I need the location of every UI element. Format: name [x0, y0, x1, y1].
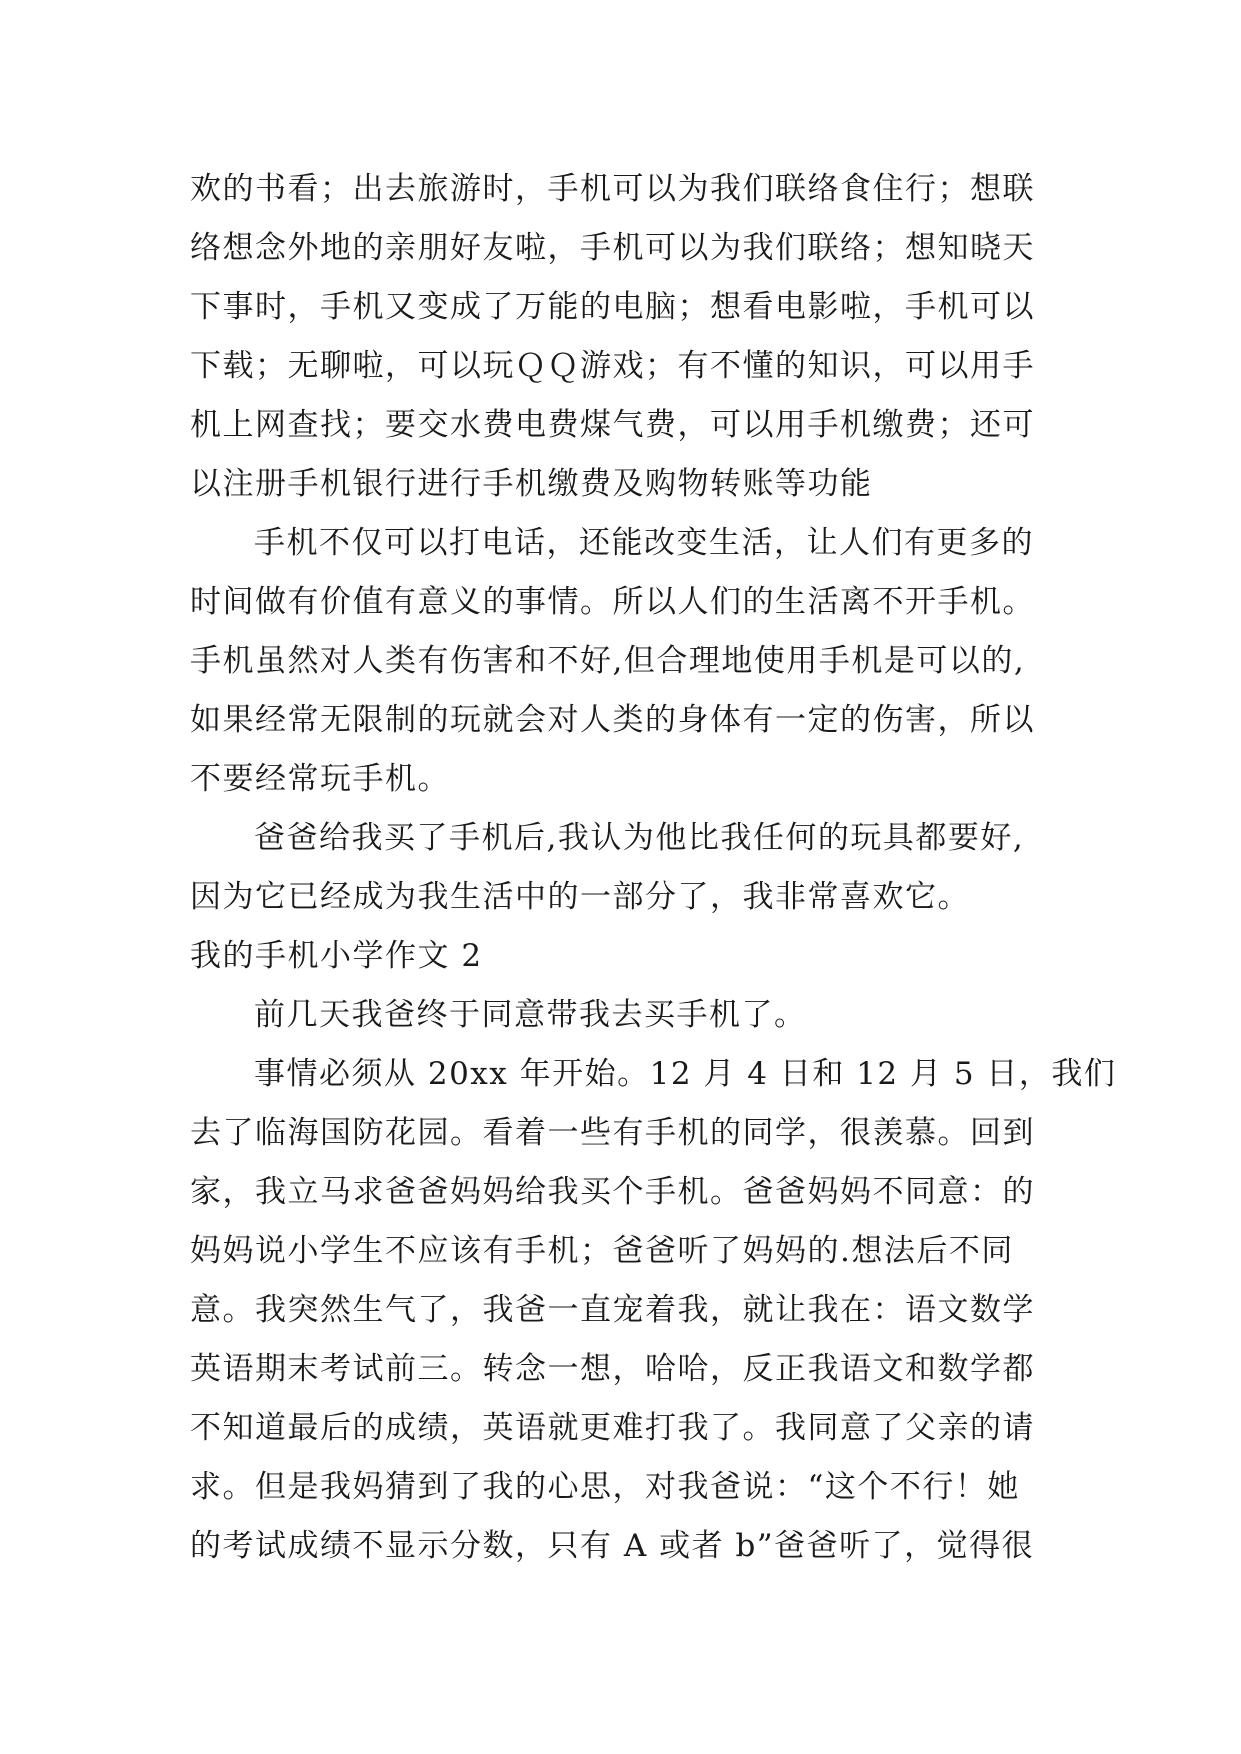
text-line: 英语期末考试前三。转念一想，哈哈，反正我语文和数学都 [190, 1351, 1035, 1387]
text-line: 机上网查找；要交水费电费煤气费，可以用手机缴费；还可 [190, 407, 1035, 443]
text-line: 不要经常玩手机。 [190, 761, 450, 797]
text-line: 络想念外地的亲朋好友啦，手机可以为我们联络；想知晓天 [190, 230, 1035, 266]
text-line: 意。我突然生气了，我爸一直宠着我，就让我在：语文数学 [190, 1292, 1035, 1328]
text-line: 欢的书看；出去旅游时，手机可以为我们联络食住行；想联 [190, 171, 1035, 207]
text-line: 下载；无聊啦，可以玩ＱＱ游戏；有不懂的知识，可以用手 [190, 348, 1035, 384]
text-line: 妈妈说小学生不应该有手机；爸爸听了妈妈的.想法后不同 [190, 1233, 1014, 1269]
text-line: 的考试成绩不显示分数，只有 A 或者 b”爸爸听了，觉得很 [190, 1528, 1035, 1564]
text-line: 手机虽然对人类有伤害和不好,但合理地使用手机是可以的, [190, 643, 1026, 679]
text-line: 下事时，手机又变成了万能的电脑；想看电影啦，手机可以 [190, 289, 1035, 325]
text-line: 家，我立马求爸爸妈妈给我买个手机。爸爸妈妈不同意：的 [190, 1174, 1035, 1210]
text-line: 不知道最后的成绩，英语就更难打我了。我同意了父亲的请 [190, 1410, 1035, 1446]
paragraph-start-line: 事情必须从 20xx 年开始。12 月 4 日和 12 月 5 日，我们 [254, 1056, 1117, 1092]
text-line: 因为它已经成为我生活中的一部分了，我非常喜欢它。 [190, 879, 970, 915]
text-line: 求。但是我妈猜到了我的心思，对我爸说：“这个不行！她 [190, 1469, 1020, 1505]
text-line: 时间做有价值有意义的事情。所以人们的生活离不开手机。 [190, 584, 1035, 620]
paragraph-start-line: 爸爸给我买了手机后,我认为他比我任何的玩具都要好, [254, 820, 1025, 856]
section-heading: 我的手机小学作文 2 [190, 938, 483, 974]
text-line: 如果经常无限制的玩就会对人类的身体有一定的伤害，所以 [190, 702, 1035, 738]
text-line: 去了临海国防花园。看着一些有手机的同学，很羡慕。回到 [190, 1115, 1035, 1151]
paragraph-start-line: 手机不仅可以打电话，还能改变生活，让人们有更多的 [254, 525, 1034, 561]
text-line: 以注册手机银行进行手机缴费及购物转账等功能 [190, 466, 873, 502]
paragraph-start-line: 前几天我爸终于同意带我去买手机了。 [254, 997, 807, 1033]
